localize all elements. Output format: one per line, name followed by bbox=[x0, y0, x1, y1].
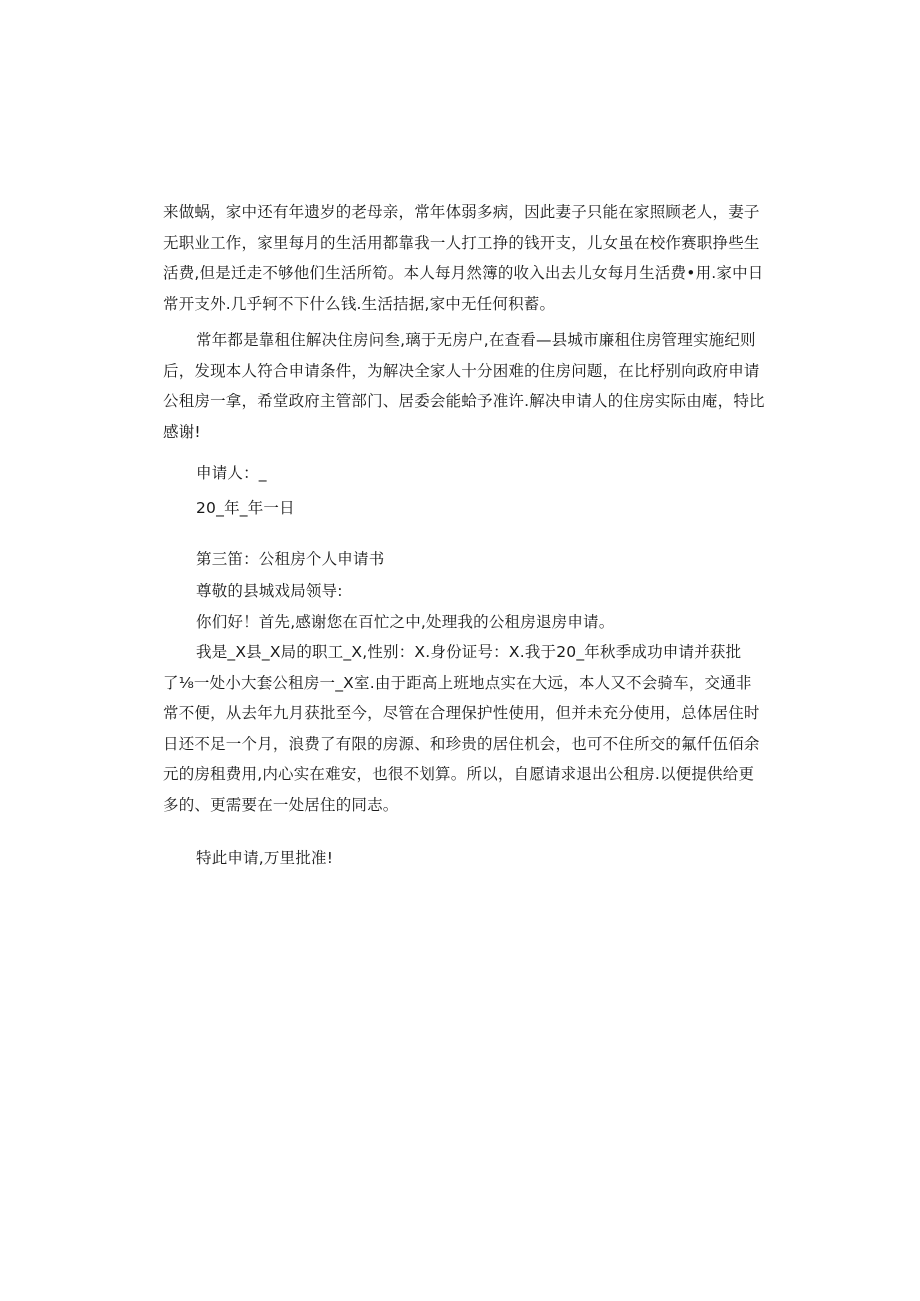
date-line: 20_年_年一日 bbox=[196, 499, 295, 517]
paragraph-housing-request bbox=[163, 325, 763, 447]
text-line: 后，发现本人符合申请条件，为解决全家人十分困难的住房问题，在比杼别向政府申请 bbox=[163, 361, 760, 380]
closing-remark bbox=[163, 843, 763, 874]
text-line: 来做蜗，家中还有年遗岁的老母亲，常年体弱多病，因此妻子只能在家照顾老人，妻子 bbox=[163, 203, 760, 221]
text-line: 元的房租费用,内心实在难安，也很不划算。所以，自愿请求退出公租房.以便提供给更 bbox=[163, 765, 755, 783]
section-title bbox=[163, 544, 763, 575]
text-line: 感谢! bbox=[163, 422, 201, 441]
section-heading: 第三笛：公租房个人申请书 bbox=[196, 550, 385, 568]
letter-body bbox=[163, 576, 763, 820]
text-line: 常开支外.几乎轲不下什么钱.生活拮据,家中无任何积蓄。 bbox=[163, 294, 556, 313]
text-line: 活费,但是迁走不够他们生活所筍。本人每月然簿的收入出去儿女每月生活费•用.家中日 bbox=[163, 264, 764, 282]
signature-line: 申请人：_ bbox=[196, 464, 267, 482]
closing-line: 特此申请,万里批准! bbox=[196, 849, 334, 867]
paragraph-living-conditions bbox=[163, 197, 763, 319]
application-date bbox=[163, 493, 763, 524]
text-line: 常不便，从去年九月获批至今，尽管在合理保护性使用，但并未充分使用，总体居住时 bbox=[163, 704, 760, 722]
salutation: 尊敬的县城戏局领导: bbox=[196, 582, 343, 600]
text-line: 了⅛一处小大套公租房一_X室.由于距高上班地点实在大远，本人又不会骑车，交通非 bbox=[163, 673, 752, 692]
text-line: 公租房一拿，希堂政府主管部门、居委会能蛤予准许.解决申请人的住房实际由庵，特比 bbox=[163, 392, 765, 410]
text-line: 多的、更需要在一处居住的同志。 bbox=[163, 795, 399, 814]
text-line: 日还不足一个月，浪费了有限的房源、和珍贵的居住机会，也可不住所交的氟仟伍佰余 bbox=[163, 734, 760, 753]
greeting: 你们好！首先,感谢您在百忙之中,处理我的公租房退房申请。 bbox=[196, 612, 615, 631]
text-line: 我是_X县_X局的职工_X,性别：X.身份证号：X.我于20_年秋季成功申请并获批 bbox=[196, 643, 742, 661]
text-line: 无职业工作，家里每月的生活用都靠我一人打工挣的钱开支，儿女虽在校作赛职挣些生 bbox=[163, 233, 760, 252]
text-line: 常年都是靠租住解决住房问叁,璃于无房户,在查看—县城市廉租住房管理实施纪则 bbox=[196, 331, 756, 349]
applicant-signature bbox=[163, 458, 763, 489]
